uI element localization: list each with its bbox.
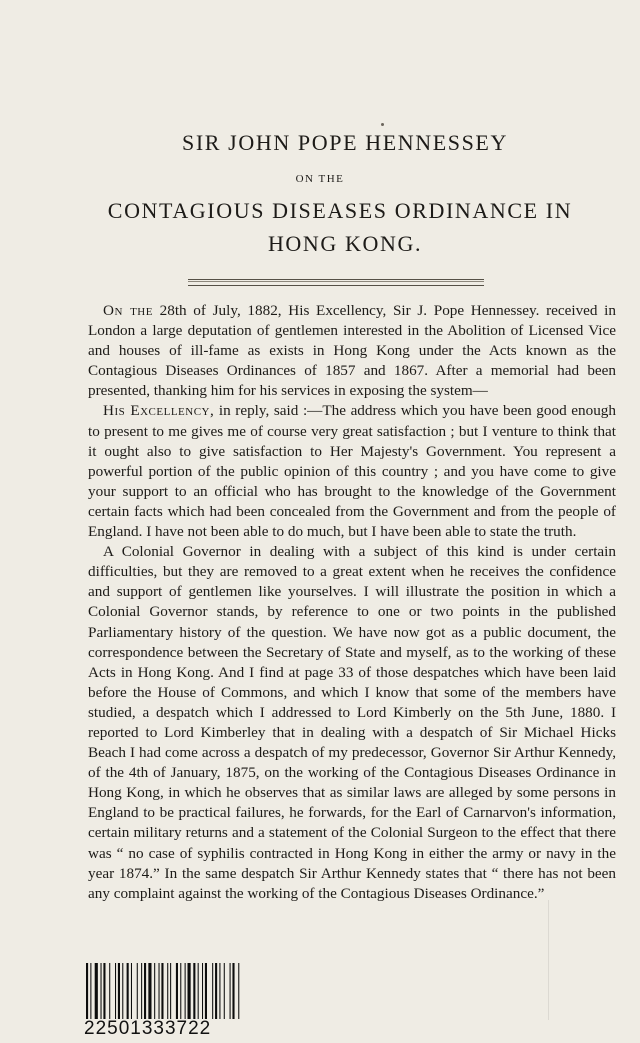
barcode-bar bbox=[219, 963, 220, 1019]
barcode-bar bbox=[144, 963, 146, 1019]
paragraph-1-text: 28th of July, 1882, His Excellency, Sir J. Pope Hennessey. received in London a large deputation of gentlemen interested in the Abolition of Licensed Vice and houses of ill-fame as exists in Hong Kong under the Acts known as the Contagious Diseases Ordinances of 1857 and 1867. After a memorial had been presented, thanking him for his services in exposing the system— bbox=[88, 302, 616, 400]
barcode-bar bbox=[154, 963, 155, 1019]
paragraph-2-text: in reply, said :—The address which you have been good enough to present to me gives me of course very great satisfaction ; but I venture to think that it ought also to give satisfaction to Her Majesty's Government. You represent a powerful portion of the public opinion of this country ; and you have come to give your support to an official who has brought to the knowledge of the Government certain facts which had been concealed from the Government and from the people of England. I have not been able to do much, but I have been able to state the truth. bbox=[88, 402, 616, 541]
barcode-bar bbox=[148, 963, 151, 1019]
barcode-bar bbox=[95, 963, 98, 1019]
page-crease bbox=[548, 900, 549, 1020]
title-line-2: CONTAGIOUS DISEASES ORDINANCE IN bbox=[107, 198, 573, 223]
barcode-icon bbox=[86, 963, 286, 1019]
barcode-bar bbox=[109, 963, 110, 1019]
barcode-bar bbox=[238, 963, 239, 1019]
barcode-bar bbox=[232, 963, 234, 1019]
barcode-bar bbox=[170, 963, 171, 1019]
barcode-bar bbox=[188, 963, 191, 1019]
title-divider-rule bbox=[188, 279, 484, 286]
barcode-bar bbox=[137, 963, 138, 1019]
paragraph-2-lead: His Excellency, bbox=[103, 402, 215, 420]
barcode-bar bbox=[167, 963, 168, 1019]
barcode-bar bbox=[224, 963, 225, 1019]
paragraph-1-lead: On the bbox=[103, 302, 153, 319]
barcode-bar bbox=[127, 963, 129, 1019]
barcode-bar bbox=[230, 963, 231, 1019]
barcode-bar bbox=[86, 963, 88, 1019]
barcode-bar bbox=[215, 963, 217, 1019]
ink-speck bbox=[381, 123, 384, 126]
barcode-bar bbox=[176, 963, 178, 1019]
barcode-bar bbox=[212, 963, 213, 1019]
paragraph-1 bbox=[88, 301, 616, 401]
paragraph-3 bbox=[88, 542, 616, 904]
barcode-bar bbox=[103, 963, 105, 1019]
barcode-bar bbox=[115, 963, 116, 1019]
paragraph-2 bbox=[88, 401, 616, 542]
barcode-number: 22501333722 bbox=[84, 1018, 212, 1039]
barcode-bar bbox=[131, 963, 132, 1019]
barcode-bar bbox=[180, 963, 181, 1019]
title-line-3: HONG KONG. bbox=[267, 231, 423, 256]
barcode-bar bbox=[198, 963, 199, 1019]
paragraph-3-text: A Colonial Governor in dealing with a subject of this kind is under certain difficulties, but they are removed to a great extent when he receives the confidence and support of gentlemen like yourselves. I will illustrate the position in which a Colonial Governor stands, by reference to one or two points in the published Parliamentary history of the question. We have now got as a public document, the correspondence between the Secretary of State and myself, as to the working of these Acts in Hong Kong. And I find at page 33 of those despatches which have been laid before the House of Commons, and which I know that some of the members have studied, a despatch which I addressed to Lord Kimberly on the 5th June, 1880. I reported to Lord Kimberley that in dealing with a despatch of Sir Michael Hicks Beach I had come across a despatch of my predecessor, Governor Sir Arthur Kennedy, of the 4th of January, 1875, on the working of the Contagious Diseases Ordinance in Hong Kong, in which he observes that as similar laws are alleged by some persons in England to be practical failures, he forwards, for the Earl of Carnarvon's information, certain military returns and a statement of the Colonial Surgeon to the effect that there was “ no case of syphilis contracted in Hong Kong in either the army or navy in the year 1874.” In the same despatch Sir Arthur Kennedy states that “ there has not been any complaint against the working of the Contagious Diseases Ordinance.” bbox=[88, 543, 616, 902]
body-text bbox=[88, 301, 616, 904]
barcode-bar bbox=[161, 963, 163, 1019]
barcode-bar bbox=[205, 963, 207, 1019]
title-on-the: ON THE bbox=[295, 173, 345, 185]
barcode-bar bbox=[159, 963, 160, 1019]
barcode-bar bbox=[90, 963, 91, 1019]
barcode-bar bbox=[122, 963, 123, 1019]
barcode-bar bbox=[141, 963, 142, 1019]
barcode-bar bbox=[193, 963, 195, 1019]
barcode-bar bbox=[118, 963, 120, 1019]
title-line-1: SIR JOHN POPE HENNESSEY bbox=[182, 130, 508, 155]
library-barcode-label bbox=[82, 951, 292, 1041]
barcode-bar bbox=[185, 963, 186, 1019]
barcode-bar bbox=[202, 963, 203, 1019]
barcode-bar bbox=[101, 963, 102, 1019]
